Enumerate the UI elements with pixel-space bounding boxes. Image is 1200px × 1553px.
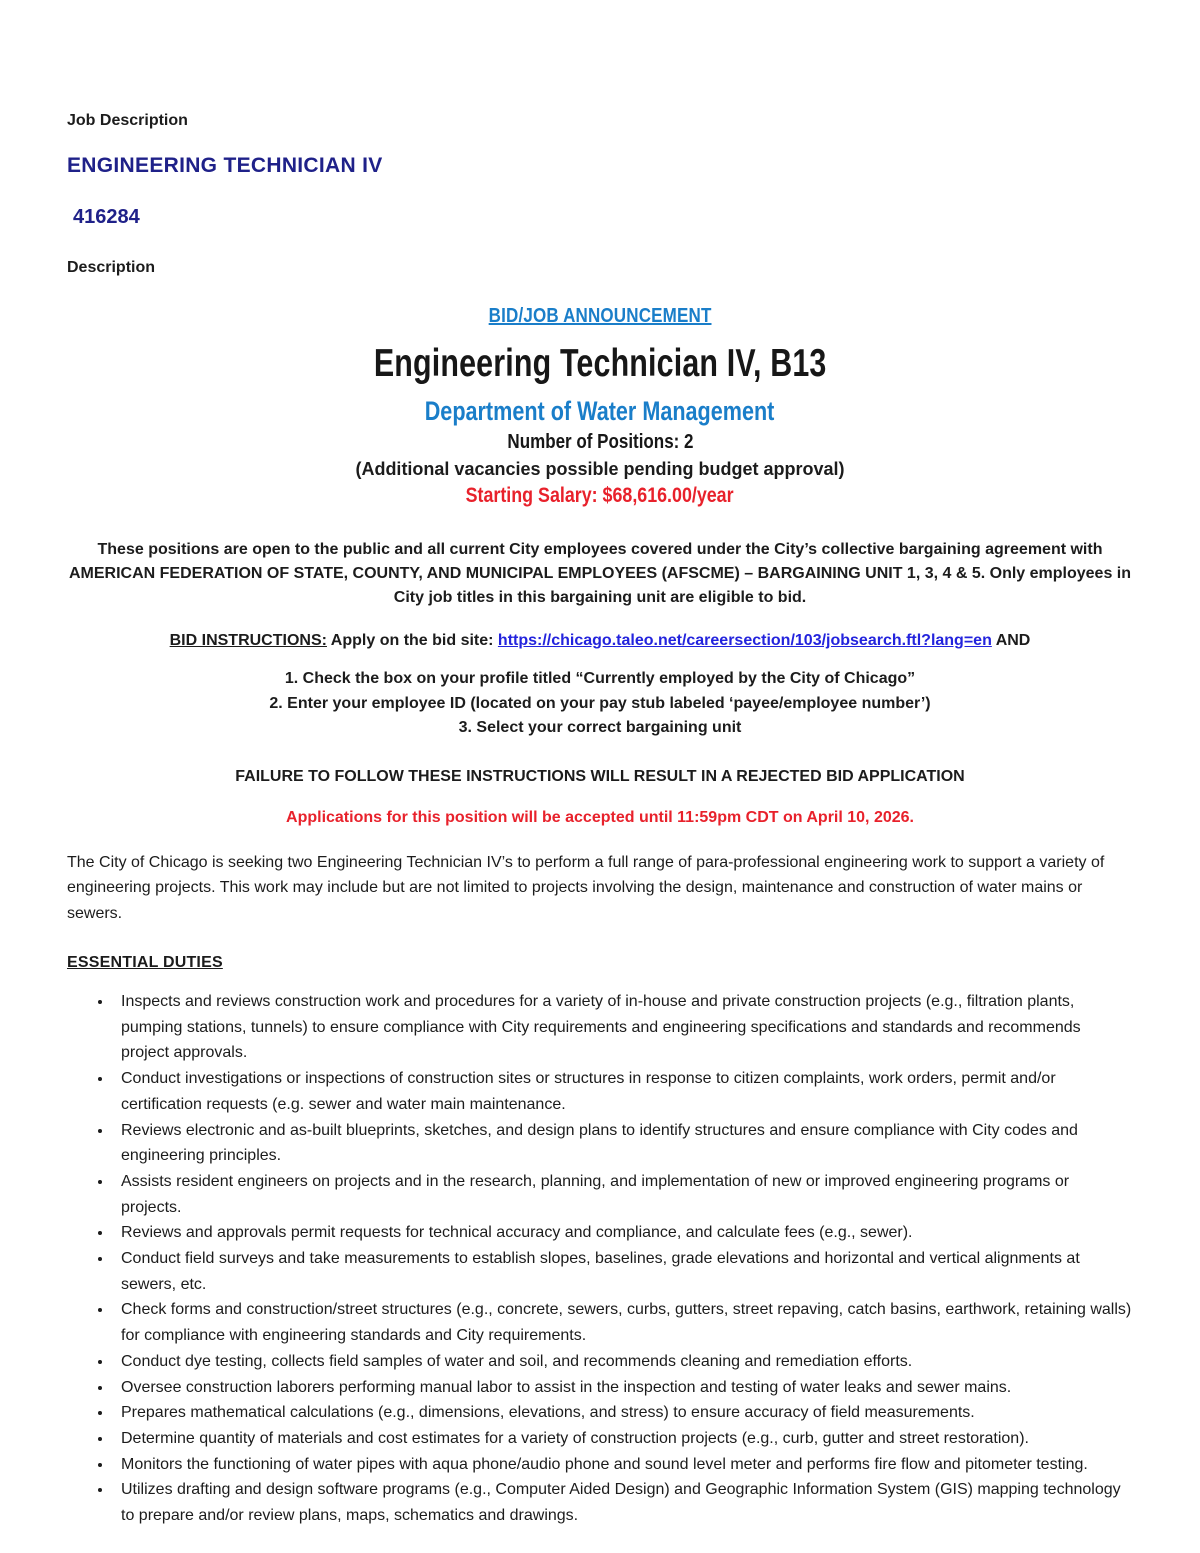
bid-apply-text: Apply on the bid site: xyxy=(326,632,498,649)
bid-and-text: AND xyxy=(991,632,1031,649)
duty-item: • Prepares mathematical calculations (e.g., dimensions, elevations, and stress) to ensure accuracy of field measurements. xyxy=(113,1400,1133,1426)
department-name: Department of Water Management xyxy=(425,396,775,426)
duty-item: • Conduct investigations or inspections of construction sites or structures in response to citizen complaints, work orders, permit and/or certification requests (e.g. sewer and water main maintenance. xyxy=(113,1066,1133,1117)
bid-instructions-label: BID INSTRUCTIONS: xyxy=(169,632,327,649)
vacancy-note: (Additional vacancies possible pending budget approval) xyxy=(355,459,845,479)
essential-duties-heading: ESSENTIAL DUTIES xyxy=(67,954,223,971)
job-title: ENGINEERING TECHNICIAN IV xyxy=(67,154,383,177)
bid-step: 2. Enter your employee ID (located on your pay stub labeled ‘payee/employee number’) xyxy=(269,694,931,712)
requisition-number: 416284 xyxy=(73,206,140,228)
duty-item: • Determine quantity of materials and cost estimates for a variety of construction projects (e.g., curb, gutter and street restoration). xyxy=(113,1426,1133,1452)
eligibility-paragraph: These positions are open to the public and all current City employees covered under the City’s collective bargaining agreement with AMERICAN FEDERATION OF STATE, COUNTY, AND MUNICIPAL EMPLOYEES (AFSCME) – BARGAINING UNIT 1, 3, 4 & 5. Only employees in City job titles in this bargaining unit are eligible to bid. xyxy=(68,541,1132,606)
duty-item: • Check forms and construction/street structures (e.g., concrete, sewers, curbs, gutters, street repaving, catch basins, earthwork, retaining walls) for compliance with engineering standards and City requirements. xyxy=(113,1297,1133,1348)
number-of-positions: Number of Positions: 2 xyxy=(506,431,694,453)
failure-warning: FAILURE TO FOLLOW THESE INSTRUCTIONS WILL RESULT IN A REJECTED BID APPLICATION xyxy=(235,767,965,785)
duty-item: • Assists resident engineers on projects and in the research, planning, and implementation of new or improved engineering programs or projects. xyxy=(113,1169,1133,1220)
bid-step: 1. Check the box on your profile titled “Currently employed by the City of Chicago” xyxy=(284,670,916,687)
duty-item: • Inspects and reviews construction work and procedures for a variety of in-house and private construction projects (e.g., filtration plants, pumping stations, tunnels) to ensure compliance with City requirements and engineering specifications and standards and recommends project approvals. xyxy=(113,989,1133,1066)
duty-item: • Conduct field surveys and take measurements to establish slopes, baselines, grade elevations and horizontal and vertical alignments at sewers, etc. xyxy=(113,1246,1133,1297)
bid-site-link[interactable]: https://chicago.taleo.net/careersection/103/jobsearch.ftl?lang=en xyxy=(497,632,992,649)
duty-item: • Conduct dye testing, collects field samples of water and soil, and recommends cleaning and remediation efforts. xyxy=(113,1349,1133,1375)
bid-announcement-banner: BID/JOB ANNOUNCEMENT xyxy=(488,305,712,327)
job-description-label: Job Description xyxy=(67,112,188,129)
position-title: Engineering Technician IV, B13 xyxy=(373,342,827,385)
duty-item: • Oversee construction laborers performing manual labor to assist in the inspection and testing of water leaks and sewer mains. xyxy=(113,1375,1133,1401)
duty-item: • Utilizes drafting and design software programs (e.g., Computer Aided Design) and Geographic Information System (GIS) mapping technology to prepare and/or review plans, maps, schematics and drawings. xyxy=(113,1477,1133,1528)
job-posting-document xyxy=(67,0,1133,1529)
duty-item: • Reviews and approvals permit requests for technical accuracy and compliance, and calculate fees (e.g., sewer). xyxy=(113,1220,1133,1246)
bid-steps-list xyxy=(67,667,1133,741)
description-label: Description xyxy=(67,259,156,276)
starting-salary: Starting Salary: $68,616.00/year xyxy=(466,484,734,507)
essential-duties-list xyxy=(67,989,1133,1529)
duty-item: • Reviews electronic and as-built blueprints, sketches, and design plans to identify structures and ensure compliance with City codes and engineering principles. xyxy=(113,1118,1133,1169)
intro-paragraph: The City of Chicago is seeking two Engineering Technician IV’s to perform a full range of para-professional engineering work to support a variety of engineering projects. This work may include but are not limited to projects involving the design, maintenance and construction of water mains or sewers. xyxy=(67,853,1105,922)
bid-instructions-line xyxy=(67,632,1133,650)
bid-step: 3. Select your correct bargaining unit xyxy=(458,719,742,736)
duty-item: • Monitors the functioning of water pipes with aqua phone/audio phone and sound level meter and performs fire flow and pitometer testing. xyxy=(113,1452,1133,1478)
application-deadline: Applications for this position will be accepted until 11:59pm CDT on April 10, 2026. xyxy=(286,808,914,826)
